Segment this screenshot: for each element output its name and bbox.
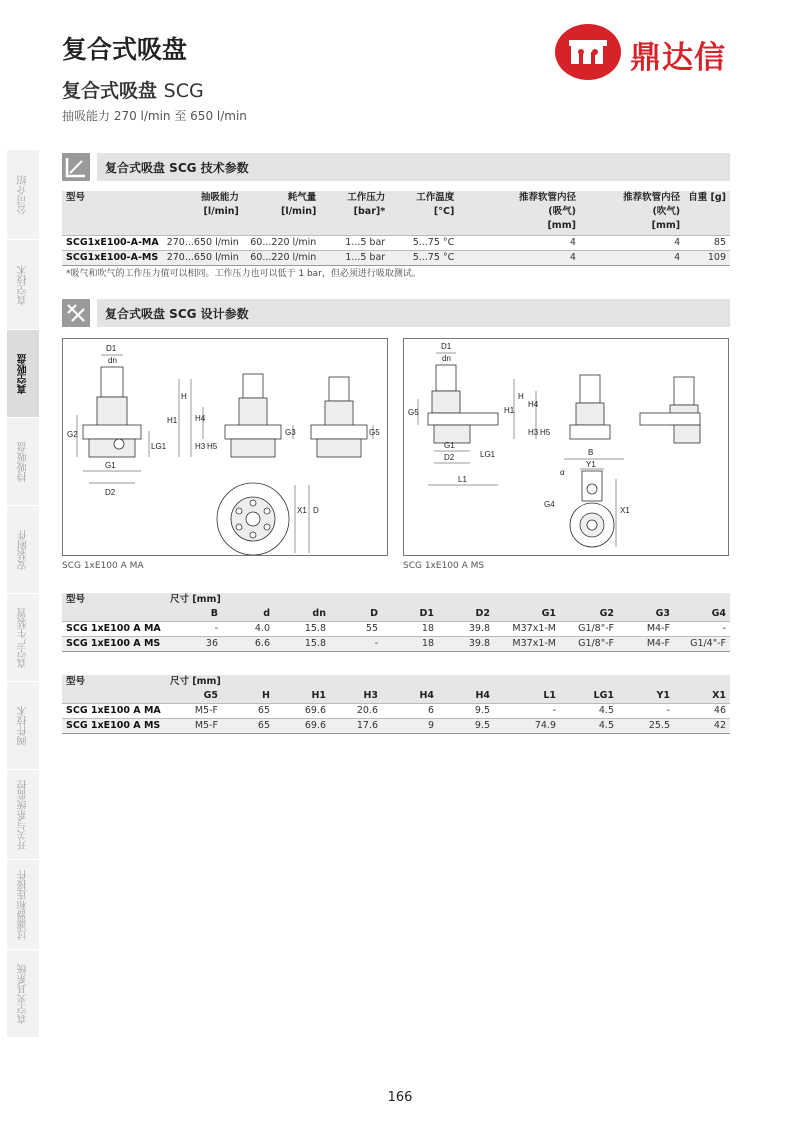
table-cell: 4.5: [560, 719, 618, 734]
col-header: G3: [618, 607, 674, 622]
dim-label: dn: [442, 354, 451, 363]
dim-label: G1: [444, 441, 455, 450]
col-header: dn: [274, 607, 330, 622]
table-cell: 39.8: [438, 637, 494, 652]
table-cell: 5...75 °C: [389, 235, 458, 250]
table-cell: 18: [382, 637, 438, 652]
col-header: X1: [674, 689, 730, 704]
sidebar-item-mounting[interactable]: [7, 506, 39, 594]
dim-label: G2: [67, 430, 78, 439]
table-cell: 25.5: [618, 719, 674, 734]
col-header-hose-blow: 推荐软管内径 (吹气) [mm]: [580, 191, 684, 235]
col-header: G5: [166, 689, 222, 704]
table-cell: 18: [382, 622, 438, 637]
dim-label: D: [313, 506, 319, 515]
dim-label: H: [181, 392, 187, 401]
sidebar-item-label: 公司介绍: [17, 174, 29, 215]
sidebar-item-label: 安装附件: [17, 529, 29, 570]
dimensions-table-1: [62, 593, 730, 652]
table-cell: 4: [580, 250, 684, 265]
design-section-header: [62, 299, 730, 327]
table-cell: -: [618, 704, 674, 719]
tech-section-header: [62, 153, 730, 181]
table-cell: -: [166, 622, 222, 637]
col-header: D1: [382, 607, 438, 622]
table-cell: 4: [458, 235, 580, 250]
table-cell: 6: [382, 704, 438, 719]
table-cell: SCG 1xE100 A MA: [62, 622, 166, 637]
col-header-dimensions: 尺寸 [mm]: [166, 675, 730, 689]
col-header-air: 耗气量 [l/min]: [243, 191, 320, 235]
table-cell: SCG1xE100-A-MA: [62, 235, 163, 250]
table-cell: M4-F: [618, 637, 674, 652]
table-cell: SCG1xE100-A-MS: [62, 250, 163, 265]
table-cell: 74.9: [494, 719, 560, 734]
capacity-text: 抽吸能力 270 l/min 至 650 l/min: [62, 109, 247, 123]
table-cell: -: [674, 622, 730, 637]
col-header-weight: 自重 [g]: [684, 191, 730, 235]
dim-label: H: [518, 392, 524, 401]
col-header: D2: [438, 607, 494, 622]
dim-label: D2: [444, 453, 455, 462]
table-cell: 15.8: [274, 622, 330, 637]
technical-drawing-ms: [404, 339, 728, 555]
drawing-ms: [403, 338, 729, 556]
table-cell: 36: [166, 637, 222, 652]
table-cell: 4: [458, 250, 580, 265]
dim-label: D2: [105, 488, 116, 497]
col-header: H1: [274, 689, 330, 704]
design-section-title: 复合式吸盘 SCG 设计参数: [105, 307, 249, 321]
col-header-suction: 抽吸能力 [l/min]: [163, 191, 243, 235]
col-header: G2: [560, 607, 618, 622]
table-cell: 69.6: [274, 719, 330, 734]
table-cell: 65: [222, 704, 274, 719]
chapter-sidebar: [7, 150, 39, 1038]
col-header-model: 型号: [62, 191, 163, 235]
table-cell: 109: [684, 250, 730, 265]
table-cell: 20.6: [330, 704, 382, 719]
dim-label: LG1: [480, 450, 496, 459]
table-cell: 270...650 l/min: [163, 250, 243, 265]
table-cell: 85: [684, 235, 730, 250]
sidebar-item-vacuum-generators[interactable]: [7, 594, 39, 682]
sidebar-item-label: 真空技术: [17, 264, 29, 305]
table-cell: M37x1-M: [494, 637, 560, 652]
table-row: [62, 250, 730, 265]
table-header-row: [62, 689, 730, 704]
col-header: D: [330, 607, 382, 622]
col-header-model: 型号: [62, 675, 166, 689]
table-cell: 17.6: [330, 719, 382, 734]
dim-label: D1: [106, 344, 117, 353]
sidebar-item-special-cups[interactable]: [7, 418, 39, 506]
col-header-pressure: 工作压力 [bar]*: [320, 191, 389, 235]
table-cell: M5-F: [166, 704, 222, 719]
table-cell: -: [494, 704, 560, 719]
tech-params-table: [62, 191, 730, 266]
table-header-row: [62, 675, 730, 689]
sidebar-item-label: 真空夹具系统: [17, 963, 29, 1024]
col-header: Y1: [618, 689, 674, 704]
caption-ms: SCG 1xE100 A MS: [403, 561, 485, 571]
dim-label: L1: [458, 475, 467, 484]
table-row: [62, 637, 730, 652]
dimensions-table-2: [62, 675, 730, 734]
table-cell: G1/4"-F: [674, 637, 730, 652]
table-cell: -: [330, 637, 382, 652]
page-title: 复合式吸盘: [62, 35, 188, 64]
table-cell: 55: [330, 622, 382, 637]
sidebar-item-company[interactable]: [7, 150, 39, 240]
table-cell: 270...650 l/min: [163, 235, 243, 250]
table-header-row: [62, 607, 730, 622]
table-cell: 65: [222, 719, 274, 734]
col-header-hose-suction: 推荐软管内径 (吸气) [mm]: [458, 191, 580, 235]
dim-label: H3: [528, 428, 539, 437]
sidebar-item-valves[interactable]: [7, 682, 39, 770]
dim-label: G5: [369, 428, 380, 437]
col-header-model: 型号: [62, 593, 166, 607]
dim-label: H4: [195, 414, 206, 423]
table-header-row: [62, 191, 730, 235]
table-cell: SCG 1xE100 A MS: [62, 637, 166, 652]
sidebar-item-label: 过滤器和连接件: [17, 869, 29, 940]
table-cell: 4.0: [222, 622, 274, 637]
col-header: G1: [494, 607, 560, 622]
table-cell: 6.6: [222, 637, 274, 652]
dim-label: Y1: [586, 460, 596, 469]
sidebar-item-label: 开关与系统监控: [17, 779, 29, 850]
table-cell: 9.5: [438, 704, 494, 719]
dim-label: B: [588, 448, 594, 457]
sidebar-item-suction-cups[interactable]: [7, 330, 39, 418]
subtitle-model: SCG: [163, 80, 204, 102]
sidebar-item-label: 持吸吸盘: [17, 441, 29, 482]
col-header: G4: [674, 607, 730, 622]
table-cell: 4: [580, 235, 684, 250]
caliper-icon: [62, 299, 90, 327]
tech-footnote: *吸气和吹气的工作压力值可以相同。工作压力也可以低于 1 bar，但必须进行吸取测试。: [66, 269, 421, 279]
dim-label: G3: [285, 428, 296, 437]
technical-drawing-ma: [63, 339, 387, 555]
table-cell: SCG 1xE100 A MA: [62, 704, 166, 719]
table-cell: 46: [674, 704, 730, 719]
sidebar-item-gripper-systems[interactable]: [7, 950, 39, 1038]
dim-label: H5: [207, 442, 218, 451]
tech-section-title: 复合式吸盘 SCG 技术参数: [105, 161, 249, 175]
dim-label: G5: [408, 408, 419, 417]
table-cell: G1/8"-F: [560, 622, 618, 637]
page-number: 166: [387, 1090, 413, 1105]
table-header-row: [62, 593, 730, 607]
table-cell: 9: [382, 719, 438, 734]
sidebar-item-switches[interactable]: [7, 770, 39, 860]
logo-text: 鼎达信: [630, 40, 726, 76]
sidebar-item-label: 真空吸盘: [17, 353, 29, 394]
table-cell: 60...220 l/min: [243, 235, 320, 250]
table-cell: SCG 1xE100 A MS: [62, 719, 166, 734]
col-header: H4: [382, 689, 438, 704]
table-cell: 15.8: [274, 637, 330, 652]
caption-ma: SCG 1xE100 A MA: [62, 561, 144, 571]
dim-label: G4: [544, 500, 555, 509]
table-row: [62, 719, 730, 734]
sidebar-item-filters[interactable]: [7, 860, 39, 950]
table-cell: 9.5: [438, 719, 494, 734]
table-cell: 42: [674, 719, 730, 734]
table-row: [62, 622, 730, 637]
col-header-dimensions: 尺寸 [mm]: [166, 593, 730, 607]
table-cell: 60...220 l/min: [243, 250, 320, 265]
col-header: H: [222, 689, 274, 704]
table-cell: G1/8"-F: [560, 637, 618, 652]
dim-label: H4: [528, 400, 539, 409]
subtitle-cn: 复合式吸盘: [62, 80, 158, 102]
table-cell: 69.6: [274, 704, 330, 719]
col-header: LG1: [560, 689, 618, 704]
sidebar-item-vacuum-tech[interactable]: [7, 240, 39, 330]
col-header: L1: [494, 689, 560, 704]
dim-label: X1: [297, 506, 307, 515]
table-cell: M4-F: [618, 622, 674, 637]
table-cell: 5...75 °C: [389, 250, 458, 265]
col-header-temp: 工作温度 [°C]: [389, 191, 458, 235]
table-cell: 1...5 bar: [320, 250, 389, 265]
dim-label: H1: [167, 416, 178, 425]
sidebar-item-label: 阀件技术: [17, 705, 29, 746]
table-row: [62, 704, 730, 719]
col-header: H3: [330, 689, 382, 704]
table-cell: M37x1-M: [494, 622, 560, 637]
dim-label: dn: [108, 356, 117, 365]
dim-label: D1: [441, 342, 452, 351]
chart-icon: [62, 153, 90, 181]
col-header: H4: [438, 689, 494, 704]
page-subtitle: [62, 76, 204, 103]
dim-label: α: [560, 468, 565, 477]
sidebar-item-label: 真空产生装置: [17, 607, 29, 668]
dim-label: H1: [504, 406, 515, 415]
table-cell: M5-F: [166, 719, 222, 734]
dim-label: X1: [620, 506, 630, 515]
drawing-ma: [62, 338, 388, 556]
dim-label: H3: [195, 442, 206, 451]
dim-label: G1: [105, 461, 116, 470]
col-header: B: [166, 607, 222, 622]
col-header: d: [222, 607, 274, 622]
table-cell: 1...5 bar: [320, 235, 389, 250]
dim-label: H5: [540, 428, 551, 437]
table-cell: 4.5: [560, 704, 618, 719]
dim-label: LG1: [151, 442, 167, 451]
table-row: [62, 235, 730, 250]
table-cell: 39.8: [438, 622, 494, 637]
